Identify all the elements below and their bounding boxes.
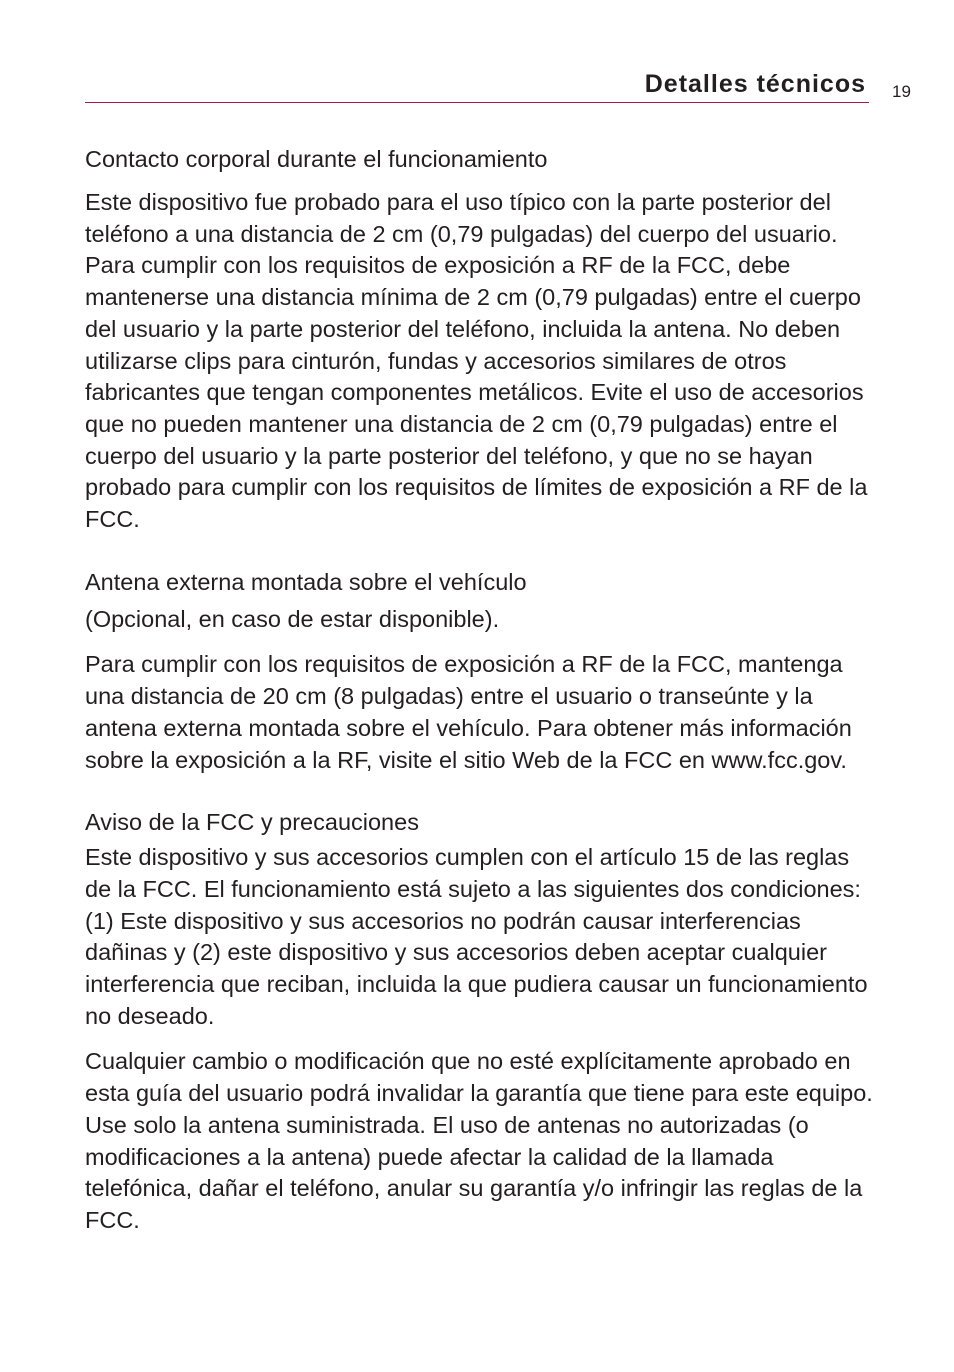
section-vehicle-antenna xyxy=(85,566,875,777)
paragraph-spacer xyxy=(85,1032,875,1046)
section-spacer xyxy=(85,536,875,566)
header-divider xyxy=(85,102,869,103)
paragraph-body-contact: Este dispositivo fue probado para el uso típico con la parte posterior del teléfono a una distancia de 2 cm (0,79 pulgadas) del cuerpo del usuario. Para cumplir con los requisitos de exposición a RF de la FCC, debe mantenerse una distancia mínima de 2 cm (0,79 pulgadas) entre el cuerpo del usuario y la parte posterior del teléfono, incluida la antena. No deben utilizarse clips para cinturón, fundas y accesorios similares de otros fabricantes que tengan componentes metálicos. Evite el uso de accesorios que no pueden mantener una distancia de 2 cm (0,79 pulgadas) entre el cuerpo del usuario y la parte posterior del teléfono, y que no se hayan probado para cumplir con los requisitos de límites de exposición a RF de la FCC. xyxy=(85,189,868,533)
section-heading-body-contact: Contacto corporal durante el funcionamiento xyxy=(85,146,548,172)
section-heading-fcc-notice: Aviso de la FCC y precauciones xyxy=(85,809,419,836)
section-fcc-notice xyxy=(85,806,875,1236)
subheading-vehicle-antenna: (Opcional, en caso de estar disponible). xyxy=(85,605,500,632)
section-body-contact xyxy=(85,143,875,536)
section-spacer xyxy=(85,776,875,806)
page-number: 19 xyxy=(892,82,911,101)
paragraph-fcc-notice-2: Cualquier cambio o modificación que no esté explícitamente aprobado en esta guía del usuario podrá invalidar la garantía que tiene para este equipo. Use solo la antena suministrada. El uso de antenas no autorizadas (o modificaciones a la antena) puede afectar la calidad de la llamada telefónica, dañar el teléfono, anular su garantía y/o infringir las reglas de la FCC. xyxy=(85,1048,873,1233)
paragraph-spacer xyxy=(85,635,875,649)
paragraph-vehicle-antenna: Para cumplir con los requisitos de exposición a RF de la FCC, mantenga una distancia de 20 cm (8 pulgadas) entre el usuario o transeúnte y la antena externa montada sobre el vehículo. Para obtener más información sobre la exposición a la RF, visite el sitio Web de la FCC en www.fcc.gov. xyxy=(85,651,852,773)
paragraph-fcc-notice-1: Este dispositivo y sus accesorios cumplen con el artículo 15 de las reglas de la FCC. El funcionamiento está sujeto a las siguientes dos condiciones: (1) Este dispositivo y sus accesorios no podrán causar interferencias dañinas y (2) este dispositivo y sus accesorios deben aceptar cualquier interferencia que reciban, incluida la que pudiera causar un funcionamiento no deseado. xyxy=(85,844,868,1029)
page-content xyxy=(85,143,875,1237)
running-header-title: Detalles técnicos xyxy=(644,70,866,98)
section-heading-vehicle-antenna: Antena externa montada sobre el vehículo xyxy=(85,568,527,595)
